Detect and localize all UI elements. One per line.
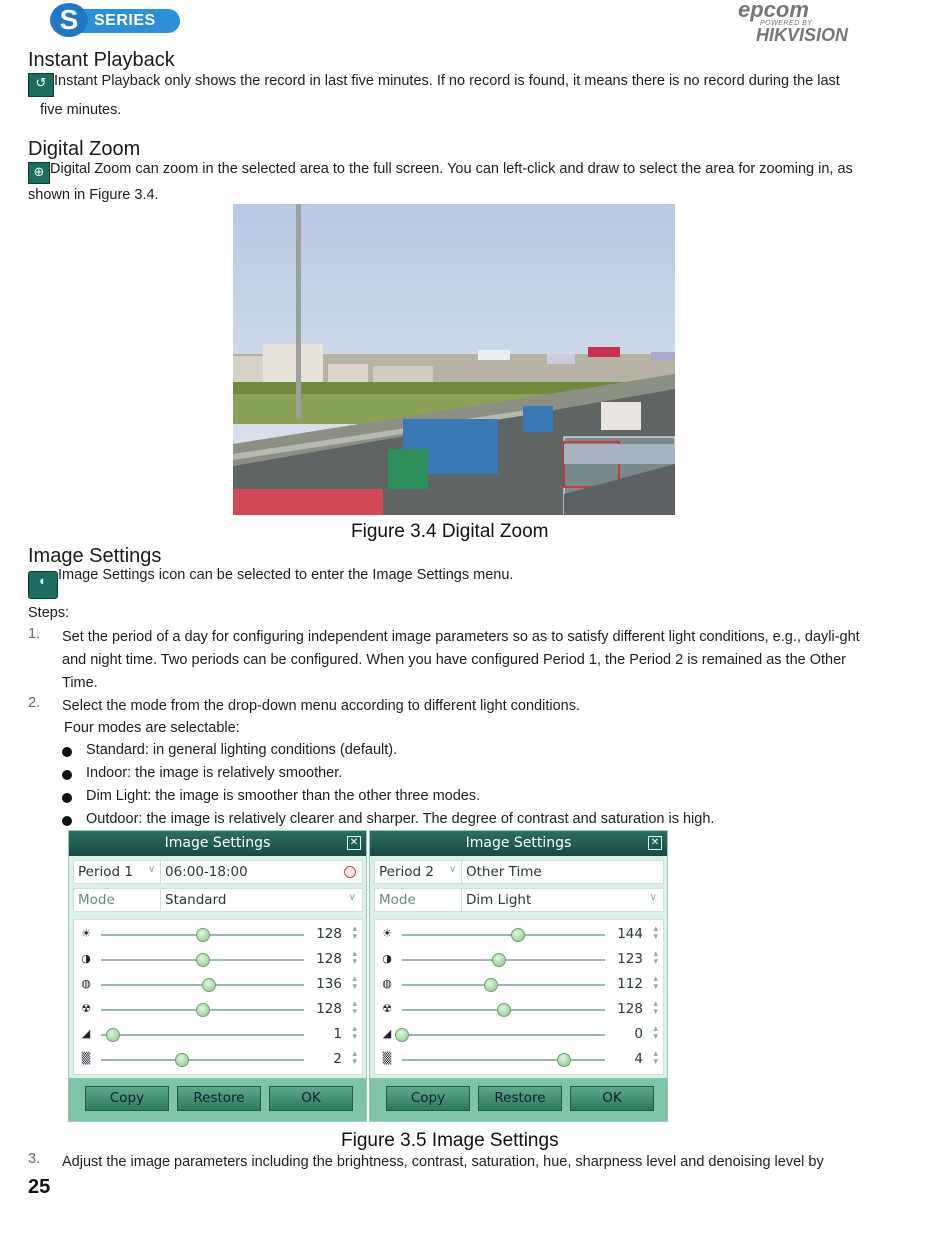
slider-row: ◢ 1 ▴ ▾ [74, 1022, 364, 1047]
spinner-icon[interactable]: ▴ ▾ [653, 1024, 658, 1042]
contrast-icon: ◑ [382, 952, 392, 965]
button-bar [370, 1078, 667, 1121]
spinner-icon[interactable]: ▴ ▾ [352, 1024, 357, 1042]
hue-icon: ☢ [382, 1002, 392, 1015]
mode-label: Mode [78, 892, 115, 908]
mode-select[interactable]: Dim Light [466, 892, 532, 908]
slider-knob[interactable] [557, 1053, 571, 1067]
slider-knob[interactable] [395, 1028, 409, 1042]
slider-knob[interactable] [484, 978, 498, 992]
slider-knob[interactable] [492, 953, 506, 967]
instant-playback-text-2: five minutes. [40, 102, 122, 118]
hue-icon: ☢ [81, 1002, 91, 1015]
slider-row: ☀ 144 ▴ ▾ [375, 922, 665, 947]
steps-label: Steps: [28, 605, 70, 621]
mode-row [73, 888, 363, 912]
figure-3-4-caption: Figure 3.4 Digital Zoom [351, 521, 549, 542]
slider-row: ☢ 128 ▴ ▾ [74, 997, 364, 1022]
slider-row: ◢ 0 ▴ ▾ [375, 1022, 665, 1047]
digital-zoom-screenshot [233, 204, 675, 515]
spinner-icon[interactable]: ▴ ▾ [653, 1049, 658, 1067]
saturation-icon: ◍ [382, 977, 392, 990]
s-series-logo: S SERIES [50, 5, 180, 35]
ok-button[interactable]: OK [269, 1086, 353, 1111]
copy-button[interactable]: Copy [386, 1086, 470, 1111]
image-settings-panel-period-2 [369, 830, 668, 1122]
period-row [374, 860, 664, 884]
time-range-field[interactable]: 06:00-18:00 [165, 864, 248, 880]
spinner-icon[interactable]: ▴ ▾ [653, 999, 658, 1017]
button-bar [69, 1078, 366, 1121]
digital-zoom-text: ⊕ Digital Zoom can zoom in the selected area to the full screen. You can left-click and draw to select the area for zooming in, as [28, 160, 918, 184]
chevron-down-icon[interactable]: ∨ [449, 864, 457, 875]
spinner-icon[interactable]: ▴ ▾ [352, 924, 357, 942]
mode-label: Mode [379, 892, 416, 908]
slider-knob[interactable] [202, 978, 216, 992]
slider-knob[interactable] [196, 953, 210, 967]
page-header [0, 0, 950, 46]
slider-row: ▒ 2 ▴ ▾ [74, 1047, 364, 1072]
image-settings-icon: ◐ [28, 571, 58, 599]
chevron-down-icon[interactable]: ∨ [649, 892, 657, 903]
close-icon[interactable]: ✕ [347, 836, 361, 850]
spinner-icon[interactable]: ▴ ▾ [653, 974, 658, 992]
clock-icon[interactable] [344, 866, 356, 878]
period-select[interactable]: Period 1 [78, 864, 133, 880]
slider-knob[interactable] [196, 1003, 210, 1017]
page-number: 25 [28, 1176, 51, 1198]
spinner-icon[interactable]: ▴ ▾ [352, 1049, 357, 1067]
slider-row: ◑ 123 ▴ ▾ [375, 947, 665, 972]
slider-knob[interactable] [106, 1028, 120, 1042]
period-select[interactable]: Period 2 [379, 864, 434, 880]
instant-playback-text: ↺ Instant Playback only shows the record in last five minutes. If no record is found, it means there is no record during the last [28, 72, 908, 97]
slider-row: ☢ 128 ▴ ▾ [375, 997, 665, 1022]
slider-knob[interactable] [511, 928, 525, 942]
sharpness-icon: ◢ [382, 1027, 392, 1040]
chevron-down-icon[interactable]: ∨ [348, 892, 356, 903]
slider-knob[interactable] [175, 1053, 189, 1067]
mode-row [374, 888, 664, 912]
image-settings-panel-period-1 [68, 830, 367, 1122]
slider-row: ☀ 128 ▴ ▾ [74, 922, 364, 947]
slider-knob[interactable] [497, 1003, 511, 1017]
brightness-icon: ☀ [81, 927, 91, 940]
zoom-in-icon: ⊕ [28, 162, 50, 184]
slider-knob[interactable] [196, 928, 210, 942]
figure-3-5-caption: Figure 3.5 Image Settings [341, 1130, 559, 1151]
time-range-field: Other Time [466, 864, 542, 880]
mode-select[interactable]: Standard [165, 892, 227, 908]
restore-button[interactable]: Restore [177, 1086, 261, 1111]
ok-button[interactable]: OK [570, 1086, 654, 1111]
denoise-icon: ▒ [382, 1052, 392, 1065]
period-row [73, 860, 363, 884]
spinner-icon[interactable]: ▴ ▾ [352, 949, 357, 967]
digital-zoom-text-2: shown in Figure 3.4. [28, 187, 159, 203]
contrast-icon: ◑ [81, 952, 91, 965]
denoise-icon: ▒ [81, 1052, 91, 1065]
spinner-icon[interactable]: ▴ ▾ [653, 949, 658, 967]
slider-row: ◍ 112 ▴ ▾ [375, 972, 665, 997]
epcom-hikvision-logo: epcom POWERED BY HIKVISION [738, 0, 849, 45]
image-parameter-sliders [73, 919, 363, 1075]
modes-intro: Four modes are selectable: [64, 720, 240, 736]
image-settings-intro: ◐ Image Settings icon can be selected to enter the Image Settings menu. [28, 566, 908, 599]
image-settings-heading: Image Settings [28, 545, 162, 567]
restore-button[interactable]: Restore [478, 1086, 562, 1111]
spinner-icon[interactable]: ▴ ▾ [653, 924, 658, 942]
slider-row: ◍ 136 ▴ ▾ [74, 972, 364, 997]
spinner-icon[interactable]: ▴ ▾ [352, 974, 357, 992]
brightness-icon: ☀ [382, 927, 392, 940]
close-icon[interactable]: ✕ [648, 836, 662, 850]
slider-row: ◑ 128 ▴ ▾ [74, 947, 364, 972]
saturation-icon: ◍ [81, 977, 91, 990]
panel-title-bar: Image Settings ✕ [370, 831, 667, 856]
image-parameter-sliders [374, 919, 664, 1075]
instant-playback-icon: ↺ [28, 73, 54, 97]
copy-button[interactable]: Copy [85, 1086, 169, 1111]
sharpness-icon: ◢ [81, 1027, 91, 1040]
chevron-down-icon[interactable]: ∨ [148, 864, 156, 875]
digital-zoom-heading: Digital Zoom [28, 138, 141, 160]
instant-playback-heading: Instant Playback [28, 49, 175, 71]
spinner-icon[interactable]: ▴ ▾ [352, 999, 357, 1017]
slider-row: ▒ 4 ▴ ▾ [375, 1047, 665, 1072]
panel-title-bar: Image Settings ✕ [69, 831, 366, 856]
